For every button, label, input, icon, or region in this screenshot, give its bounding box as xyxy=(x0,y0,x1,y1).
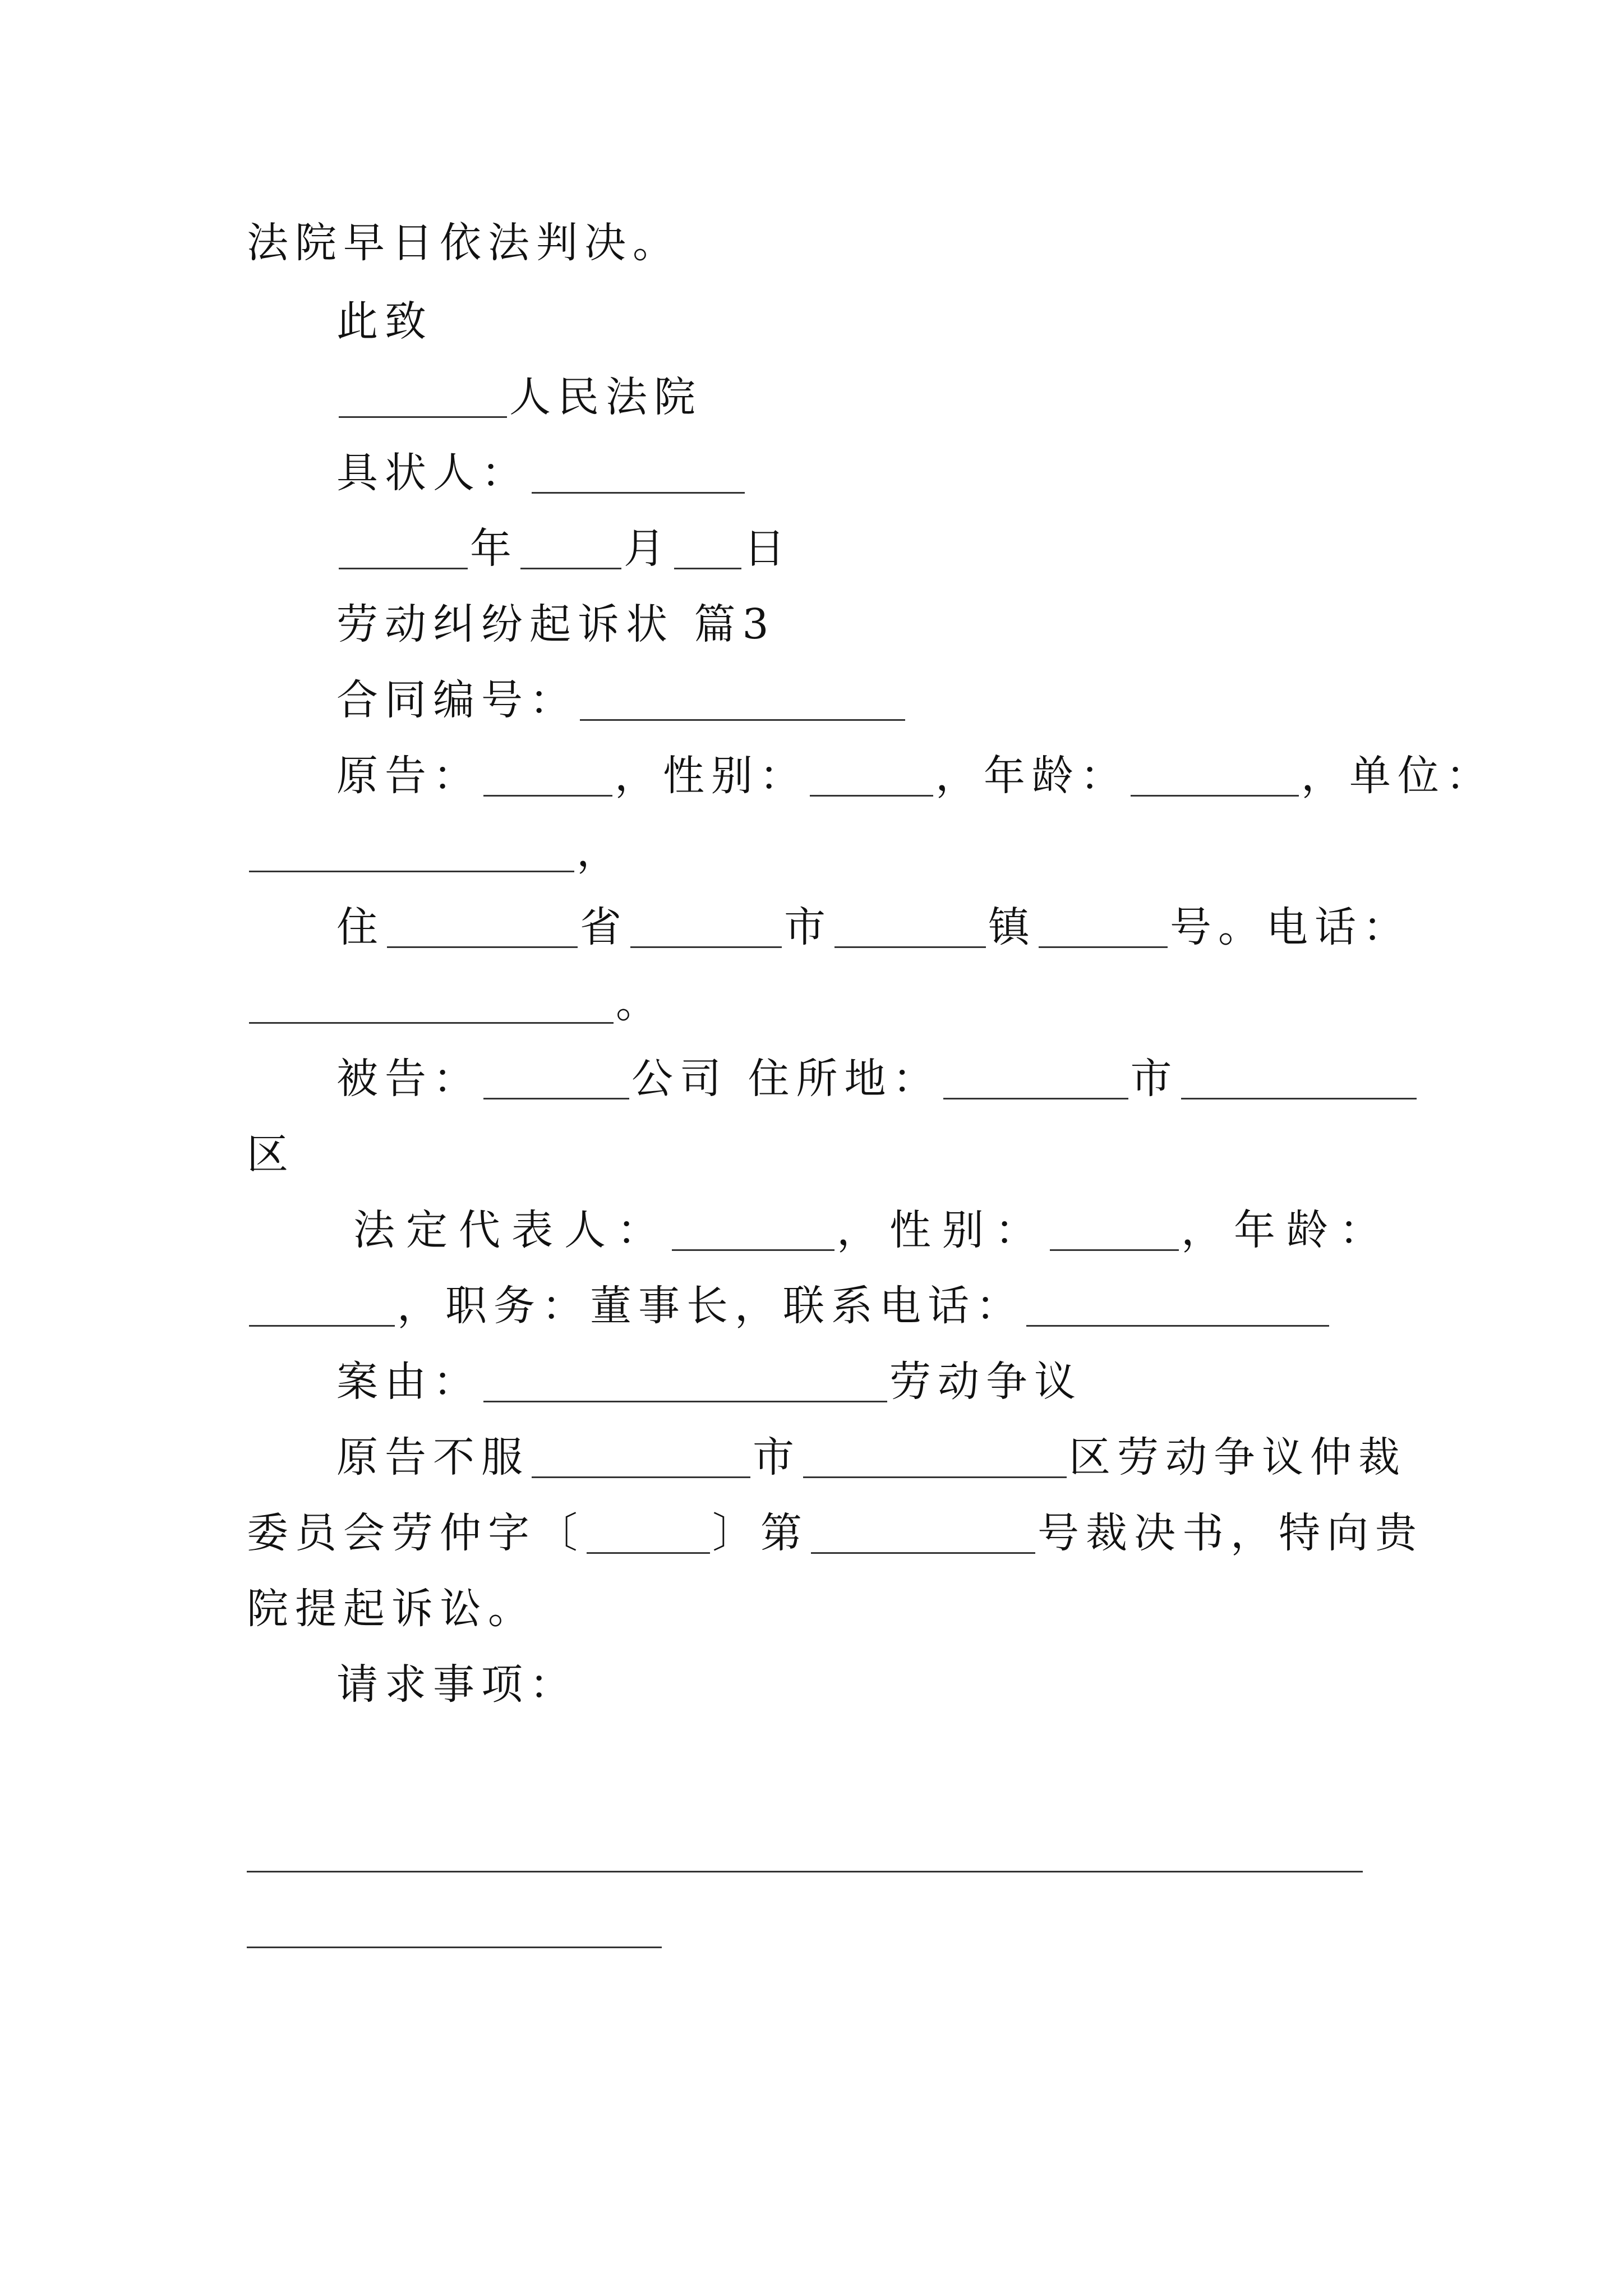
text-line xyxy=(336,432,747,497)
blank-field xyxy=(483,1059,629,1099)
section-title: 劳动纠纷起诉状 篇3 xyxy=(336,600,776,648)
blank-field xyxy=(339,528,468,569)
text-line xyxy=(336,1038,1419,1103)
blank-field xyxy=(387,907,578,948)
text-line xyxy=(336,508,792,573)
blank-field xyxy=(532,453,745,494)
gender-label: ，性别： xyxy=(615,752,808,800)
text-line xyxy=(247,1114,295,1179)
blank-field xyxy=(810,756,933,797)
company-address-label: 公司 住所地： xyxy=(631,1055,941,1103)
blank-field xyxy=(249,983,614,1024)
text-line xyxy=(247,811,625,876)
court-text: 人民法院 xyxy=(509,373,702,421)
text-line xyxy=(336,1416,1407,1481)
text-line xyxy=(247,1492,1423,1557)
petitioner-label: 具状人： xyxy=(336,449,529,497)
cause-label: 案由： xyxy=(336,1358,481,1406)
paragraph-text: 法院早日依法判决。 xyxy=(247,219,681,267)
paragraph-text: 原告不服 xyxy=(336,1433,529,1481)
paragraph-text: 号裁决书，特向贵 xyxy=(1038,1509,1423,1557)
text-line xyxy=(353,1189,1392,1254)
text-line xyxy=(247,1568,536,1633)
district-label: 区 xyxy=(247,1130,295,1179)
position-phone-label: ，职务：董事长，联系电话： xyxy=(397,1282,1024,1330)
paragraph-text: 院提起诉讼。 xyxy=(247,1585,536,1633)
blank-field xyxy=(1181,1059,1417,1099)
blank-field xyxy=(672,1210,834,1251)
age-label: ，年龄： xyxy=(1181,1206,1392,1254)
blank-field xyxy=(339,377,507,418)
blank-field xyxy=(811,1513,1035,1554)
city-label: 市 xyxy=(784,903,832,951)
blank-field xyxy=(249,831,574,872)
blank-field xyxy=(1026,1286,1329,1327)
phone-label: 号。电话： xyxy=(1170,903,1411,951)
text-line xyxy=(336,659,907,724)
cause-text: 劳动争议 xyxy=(889,1358,1082,1406)
blank-field xyxy=(674,528,741,569)
blank-field xyxy=(834,907,986,948)
blank-field xyxy=(943,1059,1128,1099)
paragraph-text: 区劳动争议仲裁 xyxy=(1069,1433,1407,1481)
blank-field xyxy=(803,1437,1067,1478)
text-line xyxy=(336,1341,1082,1406)
text-line xyxy=(336,583,776,648)
text-line xyxy=(336,735,1494,800)
province-label: 省 xyxy=(580,903,628,951)
paragraph-text: 〕第 xyxy=(712,1509,809,1557)
legal-representative-label: 法定代表人： xyxy=(353,1206,670,1254)
paragraph-text: 委员会劳仲字〔 xyxy=(247,1509,584,1557)
age-label: ，年龄： xyxy=(935,752,1128,800)
blank-field xyxy=(1050,1210,1179,1251)
text-line xyxy=(336,1644,578,1709)
blank-field xyxy=(630,907,782,948)
punctuation: 。 xyxy=(616,979,664,1027)
text-line xyxy=(336,280,433,346)
city-label: 市 xyxy=(753,1433,801,1481)
blank-field xyxy=(483,1361,887,1402)
town-label: 镇 xyxy=(988,903,1036,951)
defendant-label: 被告： xyxy=(336,1055,481,1103)
blank-line xyxy=(247,1871,1363,1872)
blank-field xyxy=(532,1437,750,1478)
text-line xyxy=(336,886,1411,951)
year-label: 年 xyxy=(470,524,518,573)
blank-field xyxy=(1039,907,1168,948)
punctuation: ， xyxy=(577,827,625,876)
claims-label: 请求事项： xyxy=(336,1660,578,1709)
blank-field xyxy=(587,1513,710,1554)
blank-field xyxy=(520,528,621,569)
blank-field xyxy=(1131,756,1299,797)
blank-field xyxy=(249,1286,395,1327)
month-label: 月 xyxy=(624,524,672,573)
day-label: 日 xyxy=(744,524,792,573)
plaintiff-label: 原告： xyxy=(336,752,481,800)
blank-field xyxy=(580,680,905,721)
address-label: 住 xyxy=(336,903,385,951)
blank-field xyxy=(483,756,612,797)
text-line xyxy=(247,202,681,267)
text-line xyxy=(247,962,664,1027)
city-label: 市 xyxy=(1130,1055,1179,1103)
gender-label: ，性别： xyxy=(837,1206,1048,1254)
text-line xyxy=(247,1265,1331,1330)
employer-label: ，单位： xyxy=(1301,752,1494,800)
contract-number-label: 合同编号： xyxy=(336,676,578,724)
salutation-text: 此致 xyxy=(336,297,433,346)
text-line xyxy=(336,356,702,421)
blank-line xyxy=(247,1947,662,1948)
